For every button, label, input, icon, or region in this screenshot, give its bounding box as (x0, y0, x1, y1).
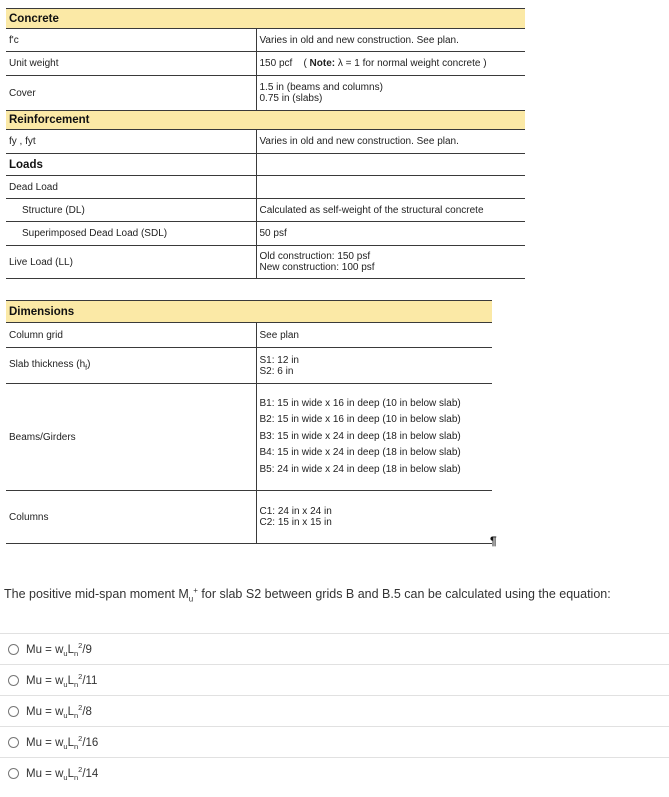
fy-label: fy , fyt (6, 130, 256, 154)
table-row (6, 199, 525, 222)
formula-tail: /11 (82, 674, 98, 687)
question-sup: + (193, 586, 198, 595)
table-row (6, 130, 525, 154)
cover-value (256, 76, 525, 111)
formula-mid: L (67, 705, 74, 718)
dead-load-label: Dead Load (6, 176, 256, 199)
slab-thickness-sub: f (85, 365, 88, 372)
unit-weight-note: λ = 1 for normal weight concrete ) (335, 58, 487, 69)
fc-value: Varies in old and new construction. See plan. (256, 29, 525, 52)
radio-button-icon[interactable] (8, 706, 19, 717)
answer-option-4[interactable] (0, 726, 669, 758)
cover-label: Cover (6, 76, 256, 111)
column-grid-value: See plan (256, 323, 492, 348)
table-row (6, 323, 492, 348)
formula-sup: 2 (78, 702, 83, 712)
table-row (6, 246, 525, 279)
reinforcement-header: Reinforcement (6, 111, 525, 130)
formula-sub: u (63, 680, 68, 690)
formula-mid: L (67, 643, 74, 656)
formula-lhs: Mu = w (26, 736, 64, 749)
beams-label: Beams/Girders (6, 384, 256, 491)
table-row (6, 222, 525, 246)
radio-button-icon[interactable] (8, 768, 19, 779)
loads-header-row (6, 154, 525, 176)
formula-sub: u (63, 773, 68, 783)
dead-load-empty (256, 176, 525, 199)
formula-tail: /14 (82, 767, 99, 780)
formula-sup: 2 (78, 733, 83, 743)
formula-sub: n (73, 680, 79, 690)
answer-option-5[interactable] (0, 757, 669, 789)
slab-line-2: S2: 6 in (259, 365, 294, 377)
question-sub: u (188, 594, 194, 604)
reinforcement-header-row (6, 111, 525, 130)
slab-thickness-text: Slab thickness (h (9, 359, 86, 370)
formula-sub: n (73, 773, 79, 783)
unit-weight-number: 150 pcf (259, 58, 293, 69)
answer-option-1[interactable] (0, 633, 669, 665)
question-post: for slab S2 between grids B and B.5 can be calculated using the equation: (197, 587, 611, 602)
live-load-label: Live Load (LL) (6, 246, 256, 279)
table-row (6, 29, 525, 52)
slab-thickness-label (6, 348, 256, 384)
formula-sup: 2 (78, 671, 83, 681)
fy-value: Varies in old and new construction. See plan. (256, 130, 525, 154)
live-load-line-1: Old construction: 150 psf (259, 251, 371, 262)
loads-header: Loads (6, 154, 256, 176)
slab-line-1: S1: 12 in (259, 354, 299, 366)
formula-sub: n (73, 742, 79, 752)
formula-tail: /16 (82, 736, 99, 749)
structure-dl-label: Structure (DL) (6, 199, 256, 222)
table-row (6, 52, 525, 76)
option-formula (26, 672, 97, 689)
beam-line: B5: 24 in wide x 24 in deep (18 in below slab) (259, 463, 461, 475)
concrete-header-row (6, 9, 525, 29)
pilcrow-mark: ¶ (490, 534, 497, 548)
dimensions-table (6, 300, 492, 544)
live-load-line-2: New construction: 100 psf (259, 262, 375, 273)
formula-sup: 2 (78, 764, 83, 774)
formula-lhs: Mu = w (26, 767, 64, 780)
option-formula (26, 734, 98, 751)
sdl-label: Superimposed Dead Load (SDL) (6, 222, 256, 246)
structure-dl-value: Calculated as self-weight of the structural concrete (256, 199, 525, 222)
columns-value (256, 491, 492, 544)
formula-sup: 2 (78, 640, 83, 650)
formula-mid: L (67, 674, 74, 687)
formula-sub: u (63, 742, 68, 752)
option-formula (26, 641, 92, 658)
formula-lhs: Mu = w (26, 674, 64, 687)
radio-button-icon[interactable] (8, 675, 19, 686)
beam-line: B2: 15 in wide x 16 in deep (10 in below slab) (259, 414, 461, 426)
formula-tail: /8 (82, 705, 92, 718)
formula-mid: L (67, 767, 74, 780)
table-row (6, 176, 525, 199)
properties-table (6, 8, 525, 279)
dimensions-header-row (6, 301, 492, 323)
concrete-header: Concrete (6, 9, 525, 29)
table-row (6, 384, 492, 491)
option-formula (26, 703, 92, 720)
radio-button-icon[interactable] (8, 644, 19, 655)
fc-label: f'c (6, 29, 256, 52)
formula-tail: /9 (82, 643, 92, 656)
question-text (4, 586, 611, 604)
table-row (6, 491, 492, 544)
columns-label: Columns (6, 491, 256, 544)
question-pre: The positive mid-span moment M (4, 587, 189, 602)
answer-option-3[interactable] (0, 695, 669, 727)
beams-value (256, 384, 492, 491)
dimensions-header: Dimensions (6, 301, 492, 323)
unit-weight-label: Unit weight (6, 52, 256, 76)
radio-button-icon[interactable] (8, 737, 19, 748)
formula-sub: n (73, 711, 79, 721)
column-line-1: C1: 24 in x 24 in (259, 506, 332, 517)
table-row (6, 76, 525, 111)
option-formula (26, 765, 98, 782)
slab-thickness-end: ) (87, 359, 91, 370)
formula-sub: u (63, 711, 68, 721)
cover-line-2: 0.75 in (slabs) (259, 93, 323, 104)
unit-weight-note-open: ( (303, 58, 310, 69)
table-row (6, 348, 492, 384)
column-line-2: C2: 15 in x 15 in (259, 517, 332, 528)
cover-line-1: 1.5 in (beams and columns) (259, 82, 383, 93)
loads-header-empty (256, 154, 525, 176)
beam-line: B4: 15 in wide x 24 in deep (18 in below slab) (259, 447, 461, 459)
beam-line: B1: 15 in wide x 16 in deep (10 in below slab) (259, 397, 461, 409)
column-grid-label: Column grid (6, 323, 256, 348)
formula-lhs: Mu = w (26, 705, 64, 718)
formula-lhs: Mu = w (26, 643, 64, 656)
unit-weight-note-label: Note: (309, 58, 336, 69)
beam-line: B3: 15 in wide x 24 in deep (18 in below slab) (259, 430, 461, 442)
slab-thickness-value (256, 348, 492, 384)
answer-option-2[interactable] (0, 664, 669, 696)
formula-sub: u (63, 649, 68, 659)
sdl-value: 50 psf (256, 222, 525, 246)
unit-weight-value (256, 52, 525, 76)
live-load-value (256, 246, 525, 279)
formula-mid: L (67, 736, 74, 749)
formula-sub: n (73, 649, 79, 659)
